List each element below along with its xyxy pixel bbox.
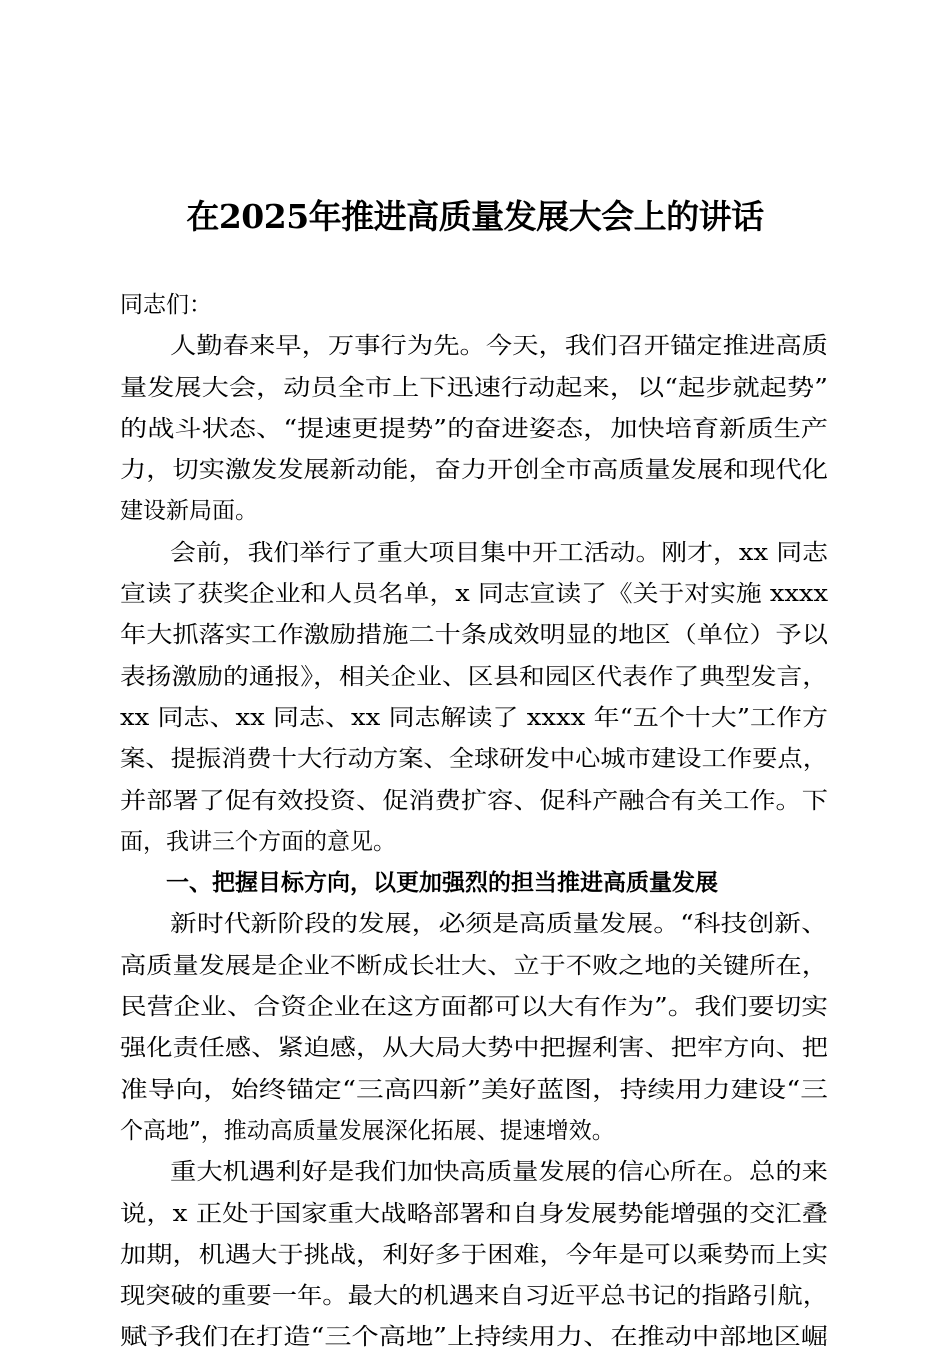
paragraph-line: 高质量发展是企业不断成长壮大、立于不败之地的关键所在， xyxy=(120,952,828,979)
paragraph-line: 重大机遇利好是我们加快高质量发展的信心所在。总的来 xyxy=(170,1159,828,1186)
paragraph-line: 的战斗状态、“提速更提势”的奋进姿态，加快培育新质生产 xyxy=(120,415,828,442)
paragraph-line: 并部署了促有效投资、促消费扩容、促科产融合有关工作。下 xyxy=(120,787,828,814)
paragraph-line: 宣读了获奖企业和人员名单，x 同志宣读了《关于对实施 xxxx xyxy=(120,581,828,608)
salutation: 同志们： xyxy=(120,292,212,318)
paragraph-line: 民营企业、合资企业在这方面都可以大有作为”。我们要切实 xyxy=(120,994,828,1021)
paragraph-line: 准导向，始终锚定“三高四新”美好蓝图，持续用力建设“三 xyxy=(120,1076,828,1103)
section-heading: 一、把握目标方向，以更加强烈的担当推进高质量发展 xyxy=(166,870,718,897)
paragraph-line: 个高地”，推动高质量发展深化拓展、提速增效。 xyxy=(120,1117,615,1144)
paragraph-line: 赋予我们在打造“三个高地”上持续用力、在推动中部地区崛 xyxy=(120,1324,828,1351)
document-title: 在2025年推进高质量发展大会上的讲话 xyxy=(186,197,764,236)
paragraph-line: 年大抓落实工作激励措施二十条成效明显的地区（单位）予以 xyxy=(120,622,828,649)
paragraph-line: 现突破的重要一年。最大的机遇来自习近平总书记的指路引航， xyxy=(120,1283,828,1310)
paragraph-line: 表扬激励的通报》，相关企业、区县和园区代表作了典型发言， xyxy=(120,663,828,690)
paragraph-line: xx 同志、xx 同志、xx 同志解读了 xxxx 年“五个十大”工作方 xyxy=(120,704,828,731)
paragraph-line: 量发展大会，动员全市上下迅速行动起来，以“起步就起势” xyxy=(120,374,828,401)
document-body xyxy=(120,285,828,1359)
paragraph-line: 力，切实激发发展新动能，奋力开创全市高质量发展和现代化 xyxy=(120,457,828,484)
paragraph-line: 会前，我们举行了重大项目集中开工活动。刚才，xx 同志 xyxy=(170,539,828,566)
paragraph-line: 人勤春来早，万事行为先。今天，我们召开锚定推进高质 xyxy=(170,333,828,360)
paragraph-line: 建设新局面。 xyxy=(120,498,258,525)
paragraph-line: 说，x 正处于国家重大战略部署和自身发展势能增强的交汇叠 xyxy=(120,1200,829,1227)
paragraph-line: 强化责任感、紧迫感，从大局大势中把握利害、把牢方向、把 xyxy=(120,1035,828,1062)
paragraph-line: 案、提振消费十大行动方案、全球研发中心城市建设工作要点， xyxy=(120,746,828,773)
paragraph-line: 加期，机遇大于挑战，利好多于困难，今年是可以乘势而上实 xyxy=(120,1241,828,1268)
paragraph-line: 新时代新阶段的发展，必须是高质量发展。“科技创新、 xyxy=(170,911,828,938)
paragraph-line: 面，我讲三个方面的意见。 xyxy=(120,828,396,855)
